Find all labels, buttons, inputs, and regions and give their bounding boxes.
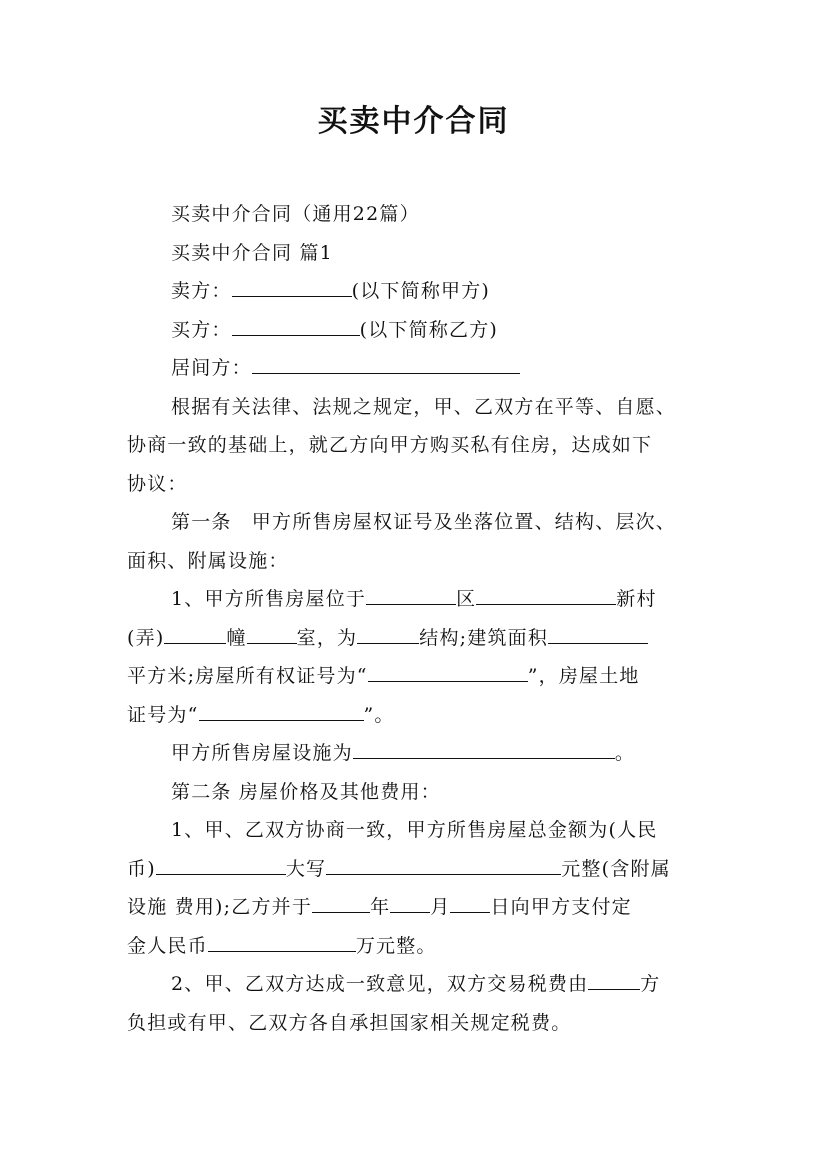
price-uppercase-blank: [326, 856, 561, 875]
price-text-i: 金人民币: [127, 934, 208, 957]
price-line-4: [127, 927, 717, 966]
seller-line: [127, 272, 717, 311]
facilities-text: 甲方所售房屋设施为: [171, 742, 353, 764]
day-blank: [450, 894, 490, 913]
facilities-line: [127, 734, 717, 773]
item-1-text-g: 结构;建筑面积: [419, 626, 549, 649]
price-text-j: 万元整。: [355, 934, 437, 957]
intro-line-1: 根据有关法律、法规之规定，甲、乙双方在平等、自愿、: [171, 395, 677, 418]
seller-label: 卖方：: [171, 280, 232, 302]
item-1-text-b: 区: [456, 588, 477, 610]
price-text-c: 大写: [285, 857, 327, 880]
tax-line-2: 负担或有甲、乙双方各自承担国家相关规定税费。: [127, 1011, 572, 1034]
item-1-line-1: [127, 580, 717, 619]
ownership-cert-blank: [368, 663, 528, 682]
lane-blank: [164, 625, 226, 644]
village-blank: [476, 586, 616, 605]
facilities-blank: [353, 740, 615, 759]
article-1-line-2: 面积、附属设施：: [127, 549, 289, 572]
tax-text-b: 方: [640, 973, 661, 995]
structure-blank: [357, 625, 419, 644]
item-1-text-f: 室，为: [296, 626, 358, 649]
item-1-line-2: [127, 619, 717, 658]
tax-line-1: [127, 965, 717, 1004]
price-text-f: 年: [370, 896, 391, 918]
buyer-suffix: (以下简称乙方): [359, 318, 499, 341]
seller-blank: [232, 278, 352, 297]
buyer-label: 买方：: [171, 318, 232, 341]
building-blank: [247, 625, 297, 644]
item-1-text-i: ”，房屋土地: [527, 665, 640, 687]
buyer-line: [127, 311, 717, 350]
intro-line-3: 协议：: [127, 472, 188, 495]
item-1-text-a: 1、甲方所售房屋位于: [171, 588, 367, 610]
item-1-line-3: [127, 657, 717, 696]
item-1-text-e: 幢: [226, 626, 247, 649]
deposit-blank: [208, 933, 356, 952]
item-1-text-k: ”。: [363, 703, 395, 726]
year-blank: [312, 894, 370, 913]
price-line-1: 1、甲、乙双方协商一致，甲方所售房屋总金额为(人民: [171, 819, 658, 841]
broker-line: [127, 349, 717, 388]
subtitle: 买卖中介合同（通用22篇）: [171, 203, 420, 225]
price-amount-blank: [156, 856, 286, 875]
broker-label: 居间方：: [171, 357, 252, 379]
item-1-text-c: 新村: [616, 588, 657, 610]
price-text-d: 元整(含附属: [561, 857, 671, 880]
intro-line-2: 协商一致的基础上，就乙方向甲方购买私有住房，达成如下: [127, 434, 653, 456]
document-title: 买卖中介合同: [317, 104, 510, 139]
item-1-text-j: 证号为“: [127, 703, 199, 726]
contract-body: [127, 195, 717, 1042]
price-text-g: 月: [430, 896, 451, 918]
broker-blank: [252, 355, 520, 374]
price-line-2: [127, 850, 717, 889]
part-heading: 买卖中介合同 篇1: [171, 241, 333, 264]
seller-suffix: (以下简称甲方): [351, 280, 491, 302]
item-1-line-4: [127, 696, 717, 735]
land-cert-blank: [199, 702, 364, 721]
facilities-end: 。: [614, 742, 636, 764]
item-1-text-h: 平方米;房屋所有权证号为“: [127, 665, 368, 687]
item-1-text-d: (弄): [127, 626, 165, 649]
article-2: 第二条 房屋价格及其他费用：: [171, 780, 441, 803]
price-text-b: 币): [127, 857, 156, 880]
tax-text-a: 2、甲、乙双方达成一致意见，双方交易税费由: [171, 973, 589, 995]
area-blank: [548, 625, 648, 644]
month-blank: [390, 894, 430, 913]
article-1-line-1: 第一条 甲方所售房屋权证号及坐落位置、结构、层次、: [171, 511, 677, 533]
district-blank: [366, 586, 456, 605]
tax-party-blank: [588, 971, 640, 990]
buyer-blank: [232, 317, 360, 336]
price-line-3: [127, 888, 717, 927]
price-text-h: 日向甲方支付定: [490, 896, 632, 918]
price-text-e: 设施 费用);乙方并于: [127, 896, 313, 918]
